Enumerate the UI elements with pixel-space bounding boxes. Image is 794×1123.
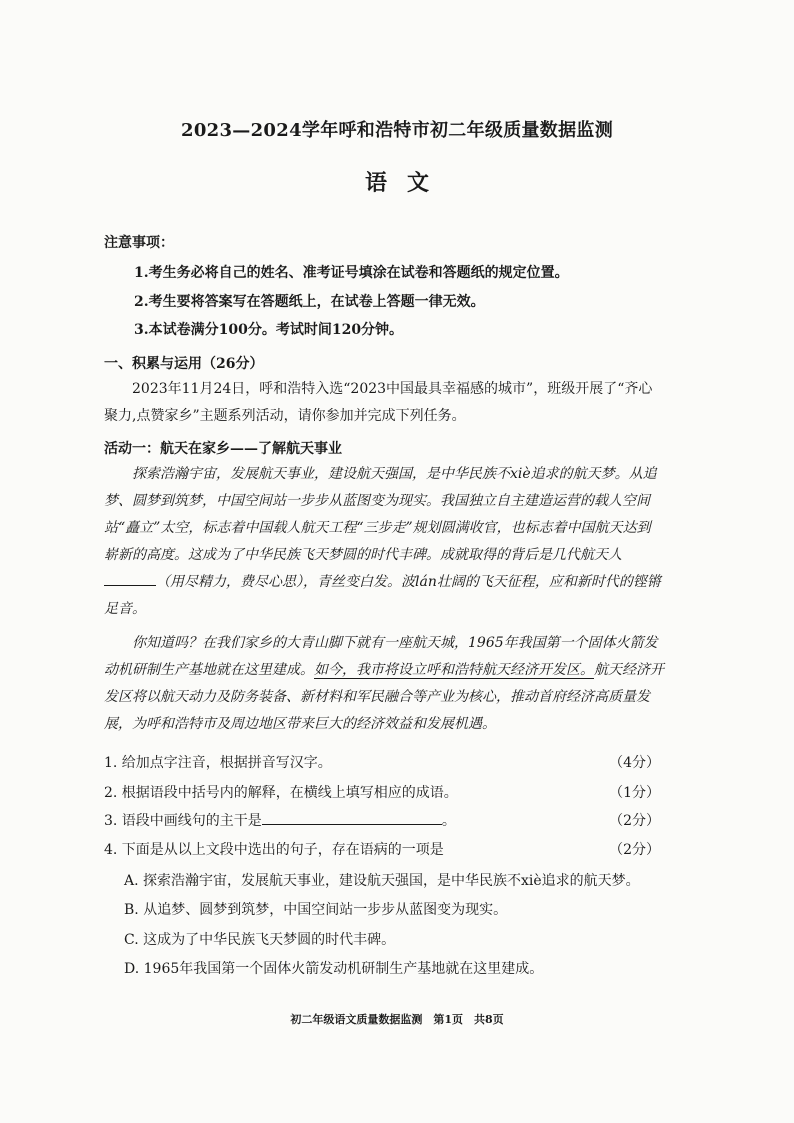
- question-score: （4分）: [609, 755, 660, 771]
- question-text: 4. 下面是从以上文段中选出的句子，存在语病的一项是: [104, 842, 444, 858]
- question-score: （2分）: [609, 813, 660, 829]
- answer-blank: [262, 810, 442, 825]
- question-2: [104, 782, 660, 802]
- notice-item: 3.本试卷满分100分。考试时间120分钟。: [134, 322, 404, 338]
- passage-text: 航天经济开发区将以航天动力及防务装备、新材料和军民融合等产业为核心，推动首府经济高质量发展，为呼和浩特市及周边地区带来巨大的经济效益和发展机遇。: [104, 662, 664, 732]
- idiom-blank: [104, 571, 156, 586]
- passage-text: （用尽精力，费尽心思），青丝变白发。波lán壮阔的飞天征程，应和新时代的铿锵足音。: [104, 574, 661, 617]
- activity-heading: 活动一：航天在家乡——了解航天事业: [104, 441, 342, 457]
- subject-title: 语文: [364, 170, 449, 196]
- question-text: 2. 根据语段中括号内的解释，在横线上填写相应的成语。: [104, 785, 458, 801]
- option-a: A. 探索浩瀚宇宙，发展航天事业，建设航天强国，是中华民族不xiè追求的航天梦。: [124, 873, 640, 889]
- section-heading: 一、积累与运用（26分）: [104, 356, 264, 372]
- option-c: C. 这成为了中华民族飞天梦圆的时代丰碑。: [124, 932, 396, 948]
- question-score: （2分）: [609, 842, 660, 858]
- question-score: （1分）: [609, 785, 660, 801]
- underlined-sentence: 如今，我市将设立呼和浩特航天经济开发区。: [314, 662, 594, 678]
- page-footer: 初二年级语文质量数据监测 第1页 共8页: [290, 1013, 504, 1026]
- question-text: 1. 给加点字注音，根据拼音写汉字。: [104, 755, 332, 771]
- intro-text: 2023年11月24日，呼和浩特入选“2023中国最具幸福感的城市”，班级开展了“齐心聚力,点赞家乡”主题系列活动，请你参加并完成下列任务。: [104, 381, 653, 424]
- passage-paragraph-1: [104, 461, 664, 623]
- notice-heading: 注意事项：: [104, 235, 174, 251]
- exam-title: 2023—2024学年呼和浩特市初二年级质量数据监测: [181, 120, 613, 141]
- notice-item: 1.考生务必将自己的姓名、准考证号填涂在试卷和答题纸的规定位置。: [134, 265, 569, 281]
- option-b: B. 从追梦、圆梦到筑梦，中国空间站一步步从蓝图变为现实。: [124, 902, 508, 918]
- question-1: [104, 752, 660, 772]
- question-4: [104, 839, 660, 859]
- passage-text: 探索浩瀚宇宙，发展航天事业，建设航天强国，是中华民族不xiè追求的航天梦。从追梦、圆梦到筑梦，中国空间站一步步从蓝图变为现实。我国独立自主建造运营的载人空间站“矗立”太空，标志着中国载人航天工程“三步走”规划圆满收官，也标志着中国航天达到崭新的高度。这成为了中华民族飞天梦圆的时代丰碑。成就取得的背后是几代航天人: [104, 466, 657, 563]
- section-intro: [104, 376, 664, 430]
- question-text: 3. 语段中画线句的主干是: [104, 813, 262, 829]
- question-tail: 。: [441, 813, 456, 829]
- option-d: D. 1965年我国第一个固体火箭发动机研制生产基地就在这里建成。: [124, 961, 544, 977]
- notice-item: 2.考生要将答案写在答题纸上，在试卷上答题一律无效。: [134, 294, 485, 310]
- question-3: [104, 810, 660, 830]
- passage-text: 你知道吗？在我们家乡的大青山脚下就有一座航天城，1965年我国第一个固体火箭发动机研制生产基地就在这里建成。: [104, 635, 658, 678]
- passage-paragraph-2: [104, 630, 664, 738]
